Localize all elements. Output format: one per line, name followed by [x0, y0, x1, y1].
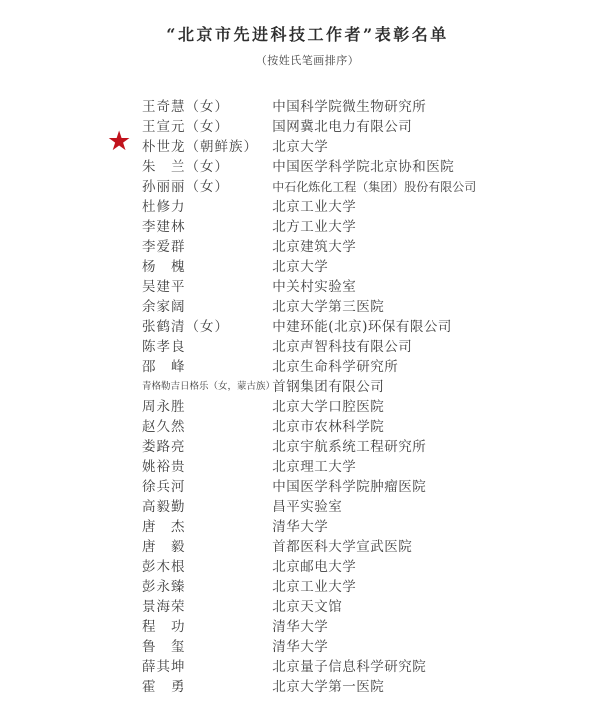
awardee-name: 霍 勇 [142, 679, 186, 695]
awardee-name: 孙丽丽（女） [142, 179, 229, 195]
awardee-name: 邵 峰 [142, 359, 186, 375]
list-row [142, 397, 572, 417]
awardee-affiliation: 中国科学院微生物研究所 [272, 99, 427, 115]
list-row [142, 277, 572, 297]
awardee-affiliation: 北京天文馆 [272, 599, 343, 615]
awardee-affiliation: 北京大学第三医院 [272, 299, 385, 315]
awardee-name: 周永胜 [142, 399, 186, 415]
list-row [142, 197, 572, 217]
list-row [142, 457, 572, 477]
list-row [142, 97, 572, 117]
list-row [142, 557, 572, 577]
awardee-affiliation: 北京邮电大学 [272, 559, 357, 575]
list-row [142, 677, 572, 697]
awardee-name: 景海荣 [142, 599, 186, 615]
list-row [142, 357, 572, 377]
awardee-affiliation: 北京声智科技有限公司 [272, 339, 413, 355]
list-row [142, 657, 572, 677]
awardee-name: 鲁 玺 [142, 639, 186, 655]
awardee-name: 徐兵河 [142, 479, 186, 495]
list-row [142, 497, 572, 517]
awardee-name: 高毅勤 [142, 499, 186, 515]
awardee-name: 陈孝良 [142, 339, 186, 355]
awardee-name: 杜修力 [142, 199, 186, 215]
awardee-name: 李建林 [142, 219, 186, 235]
awardee-affiliation: 中建环能(北京)环保有限公司 [272, 319, 452, 335]
awardee-affiliation: 首钢集团有限公司 [272, 379, 385, 395]
awardee-affiliation: 北京量子信息科学研究院 [272, 659, 427, 675]
awardee-affiliation: 北京工业大学 [272, 579, 357, 595]
list-row [142, 617, 572, 637]
awardee-affiliation: 北京市农林科学院 [272, 419, 385, 435]
list-row [142, 377, 572, 397]
awardee-affiliation: 北京大学 [272, 259, 329, 275]
list-row [142, 337, 572, 357]
awardee-affiliation: 北京大学口腔医院 [272, 399, 385, 415]
list-row [142, 257, 572, 277]
awardee-name: 王奇慧（女） [142, 99, 229, 115]
awardee-affiliation: 北方工业大学 [272, 219, 357, 235]
awardee-name: 杨 槐 [142, 259, 186, 275]
awardee-affiliation: 中关村实验室 [272, 279, 357, 295]
awardee-name: 程 功 [142, 619, 186, 635]
awardee-name: 朴世龙（朝鲜族） [142, 139, 258, 155]
awardee-name: 余家阔 [142, 299, 186, 315]
awardee-affiliation: 清华大学 [272, 519, 329, 535]
awardee-affiliation: 北京宇航系统工程研究所 [272, 439, 427, 455]
awardee-name: 朱 兰（女） [142, 159, 229, 175]
awardee-affiliation: 北京工业大学 [272, 199, 357, 215]
awardee-name: 娄路亮 [142, 439, 186, 455]
awardee-name: 彭木根 [142, 559, 186, 575]
awardee-name: 张鹤清（女） [142, 319, 229, 335]
awardee-name: 青格勒吉日格乐（女，蒙古族） [142, 381, 276, 392]
awardee-affiliation: 首都医科大学宣武医院 [272, 539, 413, 555]
page-subtitle: （按姓氏笔画排序） [255, 54, 360, 67]
awardee-name: 姚裕贵 [142, 459, 186, 475]
red-star-icon: ★ [107, 126, 132, 157]
list-row [142, 477, 572, 497]
list-row [142, 577, 572, 597]
awardee-name: 唐 毅 [142, 539, 186, 555]
page-title: “北京市先进科技工作者”表彰名单 [166, 25, 449, 44]
awardee-name: 赵久然 [142, 419, 186, 435]
awardee-affiliation: 清华大学 [272, 619, 329, 635]
awardee-affiliation: 北京建筑大学 [272, 239, 357, 255]
awardee-name: 彭永臻 [142, 579, 186, 595]
list-row [142, 637, 572, 657]
awardee-name: 唐 杰 [142, 519, 186, 535]
awardee-affiliation: 北京生命科学研究所 [272, 359, 399, 375]
list-row [142, 117, 572, 137]
awardee-affiliation: 中国医学科学院北京协和医院 [272, 159, 455, 175]
list-row [142, 237, 572, 257]
awardee-name: 薛其坤 [142, 659, 186, 675]
awardee-affiliation: 北京理工大学 [272, 459, 357, 475]
awardee-affiliation: 中国医学科学院肿瘤医院 [272, 479, 427, 495]
awardee-name: 吴建平 [142, 279, 186, 295]
list-row [142, 417, 572, 437]
awardee-affiliation: 北京大学第一医院 [272, 679, 385, 695]
awardee-affiliation: 北京大学 [272, 139, 329, 155]
list-row [142, 517, 572, 537]
awardee-name: 李爱群 [142, 239, 186, 255]
list-row [142, 297, 572, 317]
list-row [142, 437, 572, 457]
list-row [142, 157, 572, 177]
awardee-affiliation: 中石化炼化工程（集团）股份有限公司 [272, 180, 477, 194]
awardee-affiliation: 昌平实验室 [272, 499, 343, 515]
award-list [107, 97, 572, 697]
awardee-affiliation: 清华大学 [272, 639, 329, 655]
awardee-affiliation: 国网冀北电力有限公司 [272, 119, 413, 135]
awardee-name: 王宣元（女） [142, 119, 229, 135]
list-row [142, 217, 572, 237]
list-row [142, 177, 572, 197]
list-row [142, 537, 572, 557]
list-row [142, 597, 572, 617]
list-row [142, 317, 572, 337]
